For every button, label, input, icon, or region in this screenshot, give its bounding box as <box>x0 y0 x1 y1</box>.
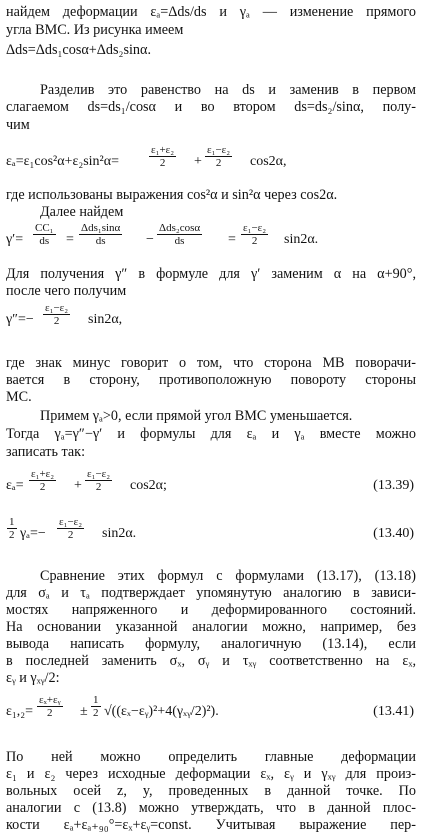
denominator: 2 <box>215 157 222 169</box>
text-line: мостях напряженного и деформированного состояний. <box>6 602 416 618</box>
eq-tail: sin2α. <box>284 232 319 247</box>
equation-number: (13.41) <box>373 704 414 719</box>
eq-operator: = <box>228 232 236 247</box>
eq-tail: sin2α. <box>102 526 137 541</box>
fraction <box>37 694 63 719</box>
numerator: ε₁−ε₂ <box>87 468 111 480</box>
equation-number: (13.40) <box>373 526 414 541</box>
denominator: 2 <box>47 707 53 719</box>
eq-lhs: γ′= <box>6 232 24 247</box>
numerator: Δds₂cosα <box>159 222 201 234</box>
text-line: вается в сторону, противоположную повороту стороны <box>6 372 416 388</box>
fraction <box>91 694 101 719</box>
eq-operator: + <box>74 478 82 493</box>
fraction <box>79 222 122 247</box>
eq-tail: cos2α; <box>130 478 167 493</box>
fraction <box>149 144 176 169</box>
text-line: где знак минус говорит о том, что сторона MB поворачи- <box>6 355 416 371</box>
eq-operator: + <box>194 154 202 169</box>
eq-lhs: εₐ= <box>6 478 24 493</box>
numerator: ε₁+ε₂ <box>31 468 55 480</box>
text-line: На основании указанной аналогии можно, например, без <box>6 619 416 635</box>
denominator: 2 <box>53 315 60 327</box>
eq-lhs: γ″=− <box>6 312 34 327</box>
equation-13-40 <box>6 514 416 554</box>
equation-13-39 <box>6 466 416 506</box>
eq-sqrt: √((εₓ−εᵧ)²+4(γₓᵧ/2)²). <box>104 704 219 719</box>
text-line: вывода написать формулу, аналогичную (13.14), если <box>6 636 416 652</box>
equation-13-41 <box>6 692 416 732</box>
text-line: Тогда γₐ=γ″−γ′ и формулы для εₐ и γₐ вместе можно <box>6 426 416 442</box>
fraction <box>241 222 268 247</box>
fraction <box>33 222 56 247</box>
eq-operator: ± <box>80 704 88 719</box>
eq-lhs: εₐ=ε₁cos²α+ε₂sin²α= <box>6 154 119 169</box>
denominator: 2 <box>9 529 15 541</box>
denominator: 2 <box>95 481 102 493</box>
text-line: ε₁ и ε₂ через исходные деформации εₓ, εᵧ и γₓᵧ для произ- <box>6 766 416 782</box>
fraction <box>57 516 84 541</box>
text-line: аналогии с (13.8) можно утверждать, что в данной плос- <box>6 800 416 816</box>
fraction <box>43 302 70 327</box>
numerator: 1 <box>93 694 99 706</box>
numerator: Δds₁sinα <box>81 222 121 234</box>
fraction <box>29 468 56 493</box>
numerator: 1 <box>9 516 15 528</box>
equation-eps-alpha <box>6 142 416 182</box>
denominator: ds <box>174 235 185 247</box>
text-line: чим <box>6 117 30 133</box>
text-line: слагаемом ds=ds₁/cosα и во втором ds=ds₂/sinα, полу- <box>6 99 416 115</box>
equation-gamma-prime <box>6 220 416 260</box>
eq-tail: cos2α, <box>250 154 287 169</box>
numerator: ε₁−ε₂ <box>243 222 267 234</box>
text-line: Далее найдем <box>40 204 124 220</box>
fraction <box>7 516 17 541</box>
numerator: ε₁−ε₂ <box>59 516 83 528</box>
text-line: где использованы выражения cos²α и sin²α через cos2α. <box>6 187 338 203</box>
denominator: 2 <box>159 157 166 169</box>
text-line: найдем деформации εₐ=Δds/ds и γₐ — изменение прямого <box>6 4 416 20</box>
text-line: угла BMC. Из рисунка имеем <box>6 22 184 38</box>
eq-lhs: γₐ=− <box>20 526 46 541</box>
text-line: Разделив это равенство на ds и заменив в первом <box>40 82 416 98</box>
denominator: ds <box>95 235 106 247</box>
equation-number: (13.39) <box>373 478 414 493</box>
text-line: MC. <box>6 389 32 405</box>
denominator: 2 <box>39 481 46 493</box>
denominator: ds <box>39 235 50 247</box>
fraction <box>157 222 202 247</box>
text-line: Для получения γ″ в формуле для γ′ заменим α на α+90°, <box>6 266 416 282</box>
text-line: По ней можно определить главные деформации <box>6 749 416 765</box>
numerator: CC₁ <box>35 222 54 234</box>
formula-line: Δds=Δds₁cosα+Δds₂sinα. <box>6 42 151 58</box>
numerator: ε₁−ε₂ <box>45 302 69 314</box>
eq-operator: = <box>66 232 74 247</box>
text-line: после чего получим <box>6 283 127 299</box>
text-line: Сравнение этих формул с формулами (13.17), (13.18) <box>40 568 416 584</box>
numerator: ε₁+ε₂ <box>151 144 175 156</box>
text-line: εᵧ и γₓᵧ/2: <box>6 670 60 686</box>
denominator: 2 <box>67 529 74 541</box>
numerator: εₓ+εᵧ <box>39 694 61 706</box>
denominator: 2 <box>93 707 99 719</box>
eq-lhs: ε₁,₂= <box>6 704 34 719</box>
equation-gamma-dprime <box>6 300 416 340</box>
denominator: 2 <box>251 235 258 247</box>
fraction <box>205 144 232 169</box>
text-line: вольных осей z, y, проведенных в данной точке. По <box>6 783 416 799</box>
fraction <box>85 468 112 493</box>
eq-tail: sin2α, <box>88 312 123 327</box>
eq-operator: − <box>146 232 154 247</box>
numerator: ε₁−ε₂ <box>207 144 231 156</box>
text-line: записать так: <box>6 444 86 460</box>
text-line: Примем γₐ>0, если прямой угол BMC уменьшается. <box>40 408 353 424</box>
text-line: кости εₐ+εₐ₊₉₀°=εₓ+εᵧ=const. Учитывая выражение пер- <box>6 817 416 833</box>
text-line: для σₐ и τₐ подтверждает упомянутую аналогию в зависи- <box>6 585 416 601</box>
text-line: в последней заменить σₓ, σᵧ и τₓᵧ соответственно на εₓ, <box>6 653 416 669</box>
